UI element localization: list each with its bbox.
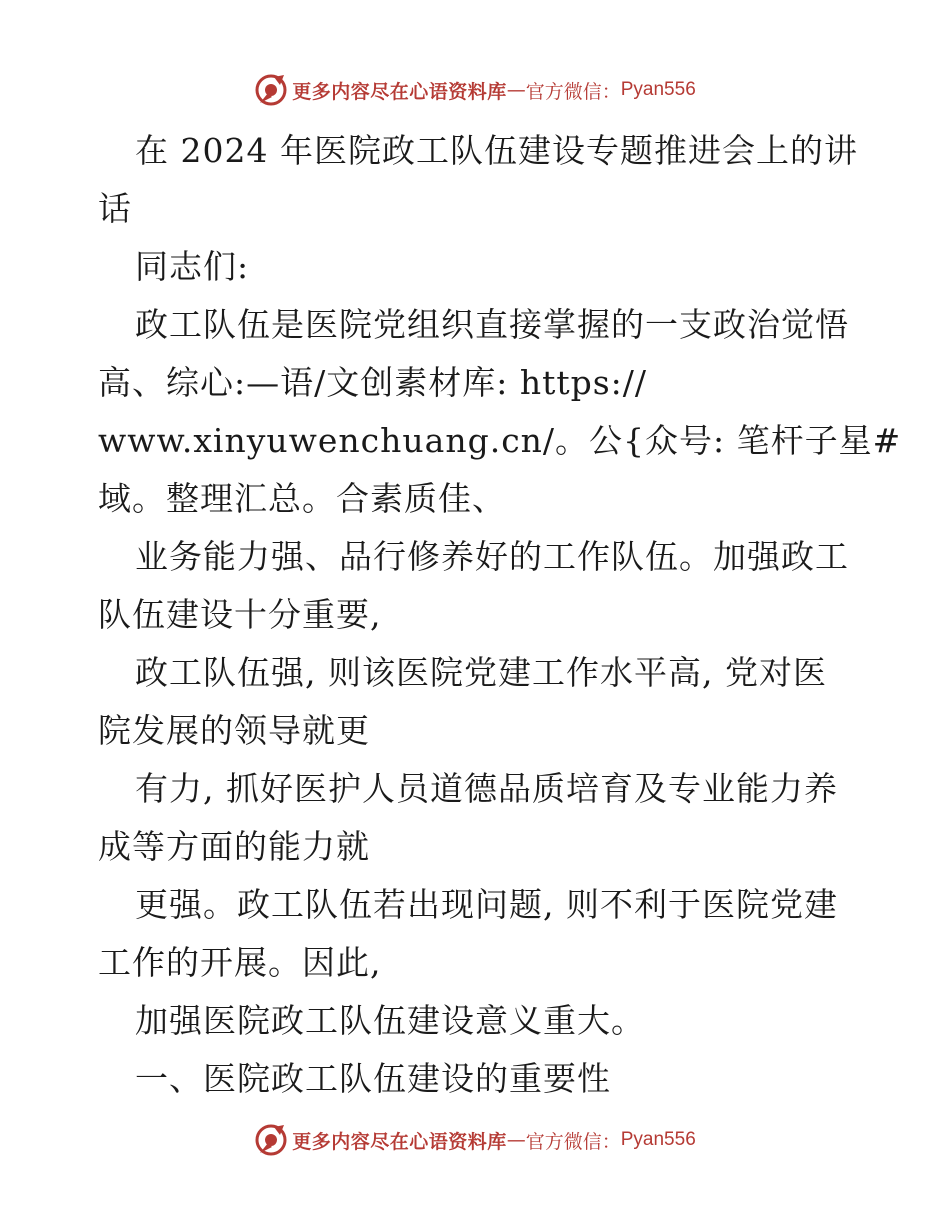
paragraph-line: 更强。政工队伍若出现问题, 则不利于医院党建 — [135, 885, 838, 924]
paragraph-line: 工作的开展。因此, — [98, 943, 382, 982]
paragraph-line: 成等方面的能力就 — [98, 827, 370, 866]
header-watermark-banner — [0, 70, 950, 110]
paragraph-line: 政工队伍强, 则该医院党建工作水平高, 党对医 — [135, 653, 827, 692]
paragraph-line: 政工队伍是医院党组织直接掌握的一支政治觉悟 — [135, 305, 849, 344]
paragraph-line: 队伍建设十分重要, — [98, 595, 382, 634]
paragraph-line: 高、综心:—语/文创素材库: https:// — [98, 363, 648, 402]
paragraph-line: 有力, 抓好医护人员道德品质培育及专业能力养 — [135, 769, 838, 808]
banner-main-text: 更多内容尽在心语资料库 — [292, 1130, 507, 1153]
paragraph-line: 加强医院政工队伍建设意义重大。 — [135, 1001, 645, 1040]
document-title-line-2: 话 — [98, 189, 132, 228]
pen-logo-icon — [254, 1123, 288, 1157]
paragraph-line: 域。整理汇总。合素质佳、 — [98, 479, 506, 518]
footer-watermark-banner — [0, 1120, 950, 1160]
banner-wechat-id: Pyan556 — [620, 1129, 696, 1150]
banner-main-text: 更多内容尽在心语资料库 — [292, 80, 507, 103]
document-body — [98, 122, 902, 1108]
banner-official-label: 官方微信： — [525, 1130, 621, 1153]
salutation: 同志们: — [135, 247, 250, 286]
banner-wechat-id: Pyan556 — [620, 79, 696, 100]
banner-dash: — — [506, 79, 526, 101]
banner-dash: — — [506, 1129, 526, 1151]
paragraph-line: 院发展的领导就更 — [98, 711, 370, 750]
section-heading: 一、医院政工队伍建设的重要性 — [135, 1059, 611, 1098]
document-title-line-1: 在 2024 年医院政工队伍建设专题推进会上的讲 — [135, 131, 858, 170]
banner-official-label: 官方微信： — [525, 80, 621, 103]
paragraph-line: www.xinyuwenchuang.cn/。公{众号: 笔杆子星# — [98, 421, 902, 460]
pen-logo-icon — [254, 73, 288, 107]
paragraph-line: 业务能力强、品行修养好的工作队伍。加强政工 — [135, 537, 849, 576]
